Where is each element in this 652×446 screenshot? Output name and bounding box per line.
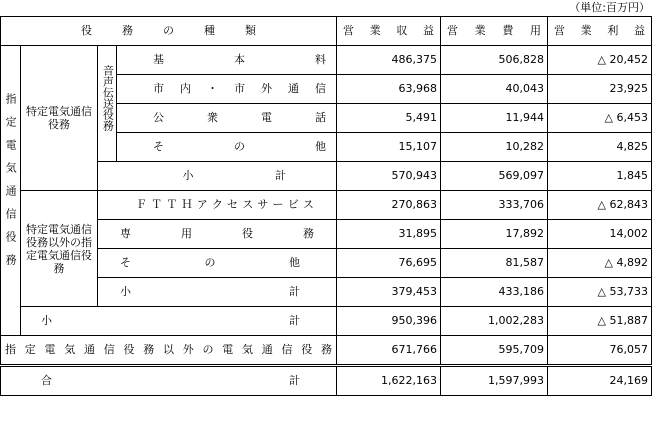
non-designated-expense: 595,709 [441,336,548,366]
other-subtotal-expense: 433,186 [441,278,548,307]
label-char: ビ [287,198,299,211]
label-char: 電 [261,111,272,124]
voice-subtotal-expense: 569,097 [441,162,548,191]
designated-subtotal-profit: △ 51,887 [548,307,652,336]
ftth-profit: △ 62,843 [548,191,652,220]
total-revenue: 1,622,163 [337,366,441,396]
label-char: 外 [261,82,272,95]
public-phone-profit: △ 6,453 [548,104,652,133]
label-char: そ [120,256,131,269]
voice-other-expense: 10,282 [441,133,548,162]
label-char: 電 [222,343,234,356]
label-char: 基 [153,53,164,66]
label-ftth [98,191,337,220]
other-subtotal-revenue: 379,453 [337,278,441,307]
dedicated-expense: 17,892 [441,220,548,249]
label-char: 役 [81,24,92,37]
non-designated-revenue: 671,766 [337,336,441,366]
header-revenue [337,17,441,46]
public-phone-expense: 11,944 [441,104,548,133]
label-char: 営 [447,24,458,37]
unit-note: （単位:百万円） [569,1,650,14]
label-char: 料 [315,53,326,66]
label-char: 気 [242,343,253,356]
row-other-subtotal [1,278,652,307]
label-char: 市 [153,82,164,95]
label-char: 役 [301,343,313,356]
label-char: Ｆ [136,198,147,211]
label-char: 業 [474,24,486,37]
dedicated-profit: 14,002 [548,220,652,249]
label-char: 信 [281,343,293,356]
non-designated-profit: 76,057 [548,336,652,366]
label-char: ス [302,198,314,211]
label-char: 営 [554,24,565,37]
total-expense: 1,597,993 [441,366,548,396]
other2-revenue: 76,695 [337,249,441,278]
label-char: 衆 [207,111,218,124]
label-char: 益 [422,24,434,37]
total-profit: 24,169 [548,366,652,396]
label-designated-subtotal [21,307,337,336]
label-char: 信 [103,343,115,356]
label-char: 費 [502,24,514,37]
ftth-revenue: 270,863 [337,191,441,220]
label-char: 務 [143,343,155,356]
row-dedicated [1,220,652,249]
revenue-table [0,16,652,396]
label-char: 外 [182,343,194,356]
label-char: セ [227,198,239,211]
label-char: 種 [204,24,215,37]
basic-fee-revenue: 486,375 [337,46,441,75]
label-char: 計 [289,314,300,327]
label-char: の [202,343,214,356]
label-char: 市 [234,82,245,95]
label-char: 計 [275,169,286,182]
row-ftth [1,191,652,220]
local-long-expense: 40,043 [441,75,548,104]
label-char: 計 [289,374,300,387]
label-char: ク [211,198,223,211]
other2-expense: 81,587 [441,249,548,278]
label-char: 合 [41,374,52,387]
label-char: 通 [84,343,95,356]
header-service-type [1,17,337,46]
label-char: Ｔ [166,198,178,211]
label-char: 営 [343,24,354,37]
public-phone-revenue: 5,491 [337,104,441,133]
label-voice-subtotal [117,162,337,191]
group-voice: 音声伝送役務 [98,46,117,162]
label-char: の [234,140,245,153]
label-char: 計 [289,285,300,298]
label-char: 小 [41,314,52,327]
row-non-designated [1,336,652,366]
label-char: ・ [207,82,218,95]
basic-fee-expense: 506,828 [441,46,548,75]
label-char: 本 [234,53,245,66]
label-char: 用 [529,24,541,37]
label-char: 利 [607,24,619,37]
group-designated-other: 特定電気通信役務以外の指定電気通信役務 [21,191,98,307]
label-char: 用 [181,227,192,240]
label-char: 小 [120,285,131,298]
designated-subtotal-revenue: 950,396 [337,307,441,336]
label-voice-other [117,133,337,162]
label-char: 通 [261,343,273,356]
label-basic-fee [117,46,337,75]
label-char: そ [153,140,164,153]
local-long-revenue: 63,968 [337,75,441,104]
label-char: 務 [321,343,332,356]
voice-subtotal-profit: 1,845 [548,162,652,191]
voice-subtotal-revenue: 570,943 [337,162,441,191]
label-char: 役 [242,227,253,240]
dedicated-revenue: 31,895 [337,220,441,249]
header-profit [548,17,652,46]
row-other2 [1,249,652,278]
row-voice-subtotal [1,162,652,191]
label-char: 電 [44,343,56,356]
label-char: 話 [315,111,326,124]
label-char: の [204,256,216,269]
label-char: 信 [315,82,326,95]
label-char: 収 [396,24,408,37]
label-char: Ｈ [181,198,193,211]
label-char: 気 [64,343,76,356]
header-row [1,17,652,46]
basic-fee-profit: △ 20,452 [548,46,652,75]
local-long-profit: 23,925 [548,75,652,104]
other2-profit: △ 4,892 [548,249,652,278]
label-other2 [98,249,337,278]
label-char: 他 [315,140,326,153]
label-char: 指 [5,343,16,356]
label-char: 業 [580,24,592,37]
label-dedicated [98,220,337,249]
label-char: 業 [369,24,381,37]
designated-subtotal-expense: 1,002,283 [441,307,548,336]
label-char: 小 [182,169,194,182]
label-public-phone [117,104,337,133]
label-char: ー [272,198,284,211]
header-expense [441,17,548,46]
label-char: 他 [289,256,300,269]
label-char: 以 [163,343,174,356]
group-designated: 指定電気通信役務 [1,46,21,336]
label-char: 役 [123,343,135,356]
group-designated-specified: 特定電気通信役務 [21,46,98,191]
label-non-designated [1,336,337,366]
label-char: 通 [288,82,299,95]
row-designated-subtotal [1,307,652,336]
label-other-subtotal [98,278,337,307]
ftth-expense: 333,706 [441,191,548,220]
label-char: 公 [153,111,164,124]
label-char: 務 [122,24,133,37]
other-subtotal-profit: △ 53,733 [548,278,652,307]
label-char: 務 [303,227,314,240]
label-char: の [163,24,174,37]
label-char: 益 [633,24,645,37]
voice-other-revenue: 15,107 [337,133,441,162]
row-basic-fee [1,46,652,75]
label-local-long [117,75,337,104]
voice-other-profit: 4,825 [548,133,652,162]
label-char: Ｔ [151,198,163,211]
label-char: ア [196,198,208,211]
label-char: 専 [120,227,131,240]
label-char: 類 [245,24,256,37]
label-char: サ [257,198,269,211]
label-total [1,366,337,396]
label-char: 定 [24,343,36,356]
row-total [1,366,652,396]
label-char: 内 [180,82,191,95]
label-char: ス [242,198,254,211]
